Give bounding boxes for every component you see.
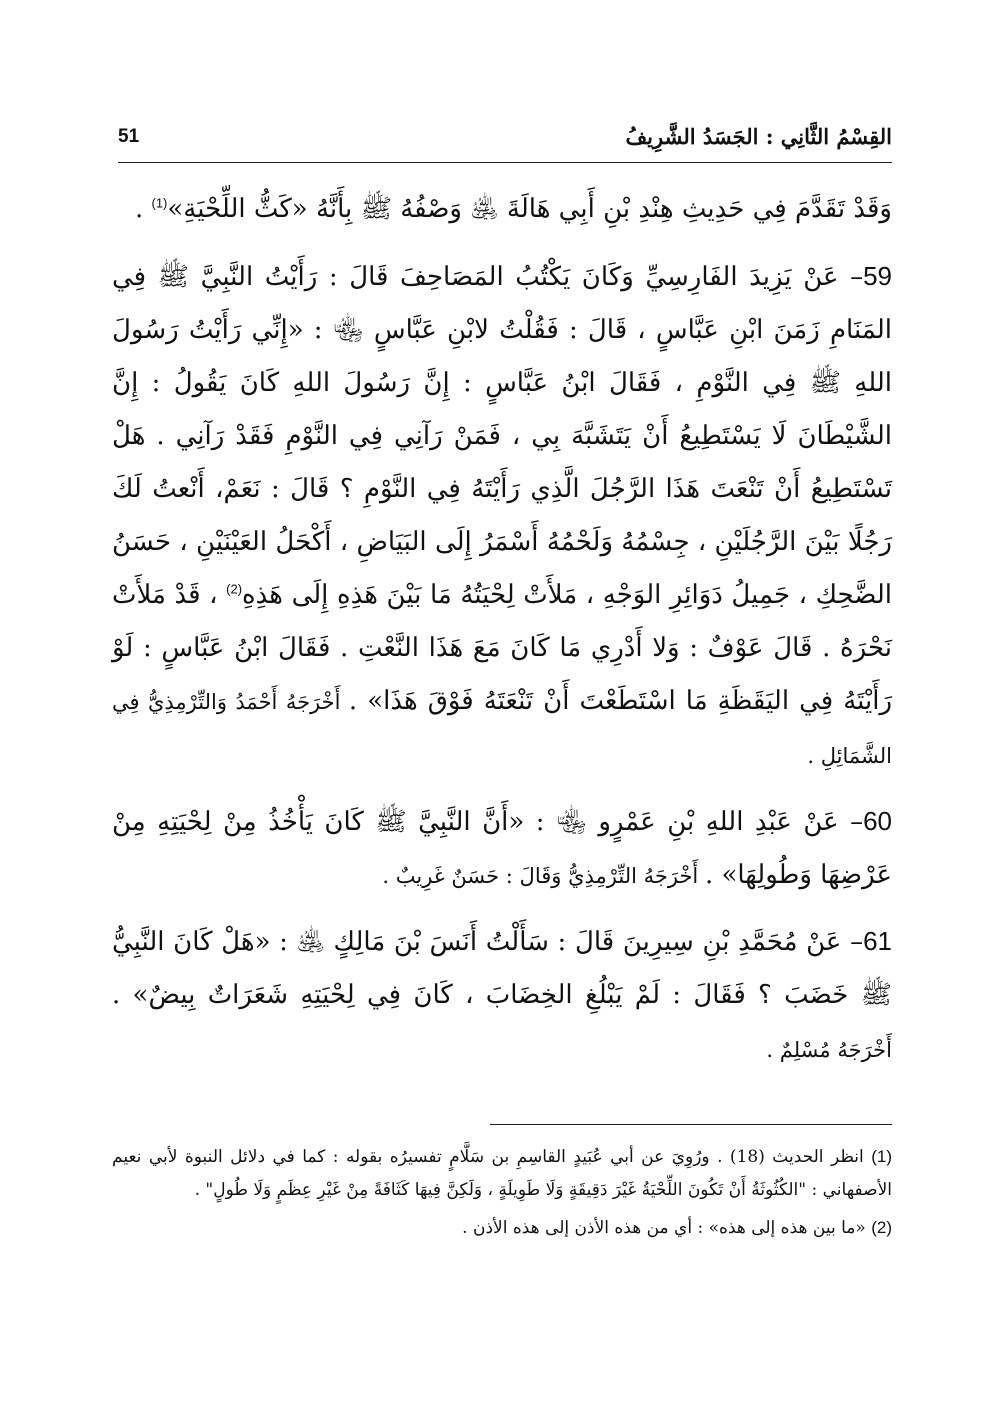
hadith-text-continued: ، قَدْ مَلأَتْ نَحْرَهُ . قَالَ عَوْفٌ : وَلا أَدْرِي مَا كَانَ مَعَ هَذَا النَّعْتِ . فَقَالَ ابْنُ عَبَّاسٍ : لَوْ رَأَيْتَهُ فِي اليَقَظَةِ مَا اسْتَطَعْتَ أَنْ تَنْعَتَهُ فَوْقَ هَذَا» . [112,580,893,716]
hadith-59 [112,250,892,783]
hadith-text: – عَنْ مُحَمَّدِ بْنِ سِيرِينَ قَالَ : سَأَلْتُ أَنَسَ بْنَ مَالِكٍ ﵁ : «هَلْ كَانَ النَّبِيُّ ﷺ خَضَبَ ؟ فَقَالَ : لَمْ يَبْلُغِ الخِضَابَ ، كَانَ فِي لِحْيَتِهِ شَعَرَاتٌ بِيضٌ» . [112,927,892,1010]
hadith-text: – عَنْ يَزِيدَ الفَارِسِيِّ وَكَانَ يَكْتُبُ المَصَاحِفَ قَالَ : رَأَيْتُ النَّبِيَّ ﷺ فِي المَنَامِ زَمَنَ ابْنِ عَبَّاسٍ ، قَالَ : فَقُلْتُ لابْنِ عَبَّاسٍ ﵄ : «إِنِّي رَأَيْتُ رَسُولَ اللهِ ﷺ فِي النَّوْمِ ، فَقَالَ ابْنُ عَبَّاسٍ : إِنَّ رَسُولَ اللهِ كَانَ يَقُولُ : إِنَّ الشَّيْطَانَ لَا يَسْتَطِيعُ أَنْ يَتَشَبَّهَ بِي ، فَمَنْ رَآنِي فِي النَّوْمِ فَقَدْ رَآنِي . هَلْ تَسْتَطِيعُ أَنْ تَنْعَتَ هَذَا الرَّجُلَ الَّذِي رَأَيْتَهُ فِي النَّوْمِ ؟ قَالَ : نَعَمْ، أَنْعتُ لَكَ رَجُلًا بَيْنَ الرَّجُلَيْنِ ، جِسْمُهُ وَلَحْمُهُ أَسْمَرُ إِلَى البَيَاضِ ، أَكْحَلُ العَيْنَيْنِ ، حَسَنُ الضَّحِكِ ، جَمِيلُ دَوَائِرِ الوَجْهِ ، مَلأَتْ لِحْيَتُهُ مَا بَيْنَ هَذِهِ إِلَى هَذِهِ [112,262,892,610]
footnote-2 [112,1211,892,1245]
hadith-number: 60 [863,806,892,836]
footnote-text: انظر الحديث (18) . ورُوِيَ عن أبي عُبَيدٍ القاسِمِ بن سَلَّامٍ تفسيرُه بقوله : كما في دلائل النبوة لأبي نعيم الأصفهاني : "الكُثُوثَةُ أَنْ تَكُونَ اللِّحْيَةُ غَيْرَ دَقِيقَةٍ وَلَا طَوِيلَةٍ ، وَلَكِنَّ فِيهَا كَثَافَةً مِنْ غَيْرِ عِظَمٍ وَلَا طُولٍ" . [112,1147,892,1200]
footnote-text: «ما بين هذه إلى هذه» : أي من هذه الأذن إلى هذه الأذن . [462,1218,872,1238]
page-number: 51 [118,126,140,147]
footnote-number: (1) [871,1147,892,1166]
page-header [118,122,892,163]
footnote-ref-2[interactable]: (2) [226,581,243,597]
intro-end: . [134,194,152,224]
hadith-number: 61 [863,926,892,956]
footnote-divider [490,1124,892,1125]
hadith-text: – عَنْ عَبْدِ اللهِ بْنِ عَمْرٍو ﵄ : «أَنَّ النَّبِيَّ ﷺ كَانَ يَأْخُذُ مِنْ لِحْيَتِهِ مِنْ عَرْضِهَا وَطُولِهَا» . [112,807,892,890]
running-title: القِسْمُ الثَّانِي : الجَسَدُ الشَّرِيفُ [625,124,892,149]
intro-paragraph [112,183,892,236]
hadith-61 [112,915,892,1077]
hadith-source: أَخْرَجَهُ التِّرْمِذِيُّ وَقَالَ : حَسَنٌ غَرِيبٌ . [382,864,705,888]
hadith-60 [112,795,892,903]
main-text [112,183,892,1089]
footnote-1 [112,1140,892,1207]
intro-text: وَقَدْ تَقَدَّمَ فِي حَدِيثِ هِنْدِ بْنِ أَبِي هَالَةَ ﵁ وَصْفُهُ ﷺ بِأَنَّهُ «كَثُّ اللِّحْيَةِ» [167,194,892,224]
hadith-source: أَخْرَجَهُ أَحْمَدُ وَالتِّرْمِذِيُّ فِي الشَّمَائِلِ . [112,690,892,768]
hadith-number: 59 [863,261,892,291]
footnote-ref-1[interactable]: (1) [151,195,168,211]
footnote-number: (2) [871,1218,892,1237]
footnotes [112,1140,892,1249]
hadith-source: أَخْرَجَهُ مُسْلِمٌ . [766,1038,892,1062]
